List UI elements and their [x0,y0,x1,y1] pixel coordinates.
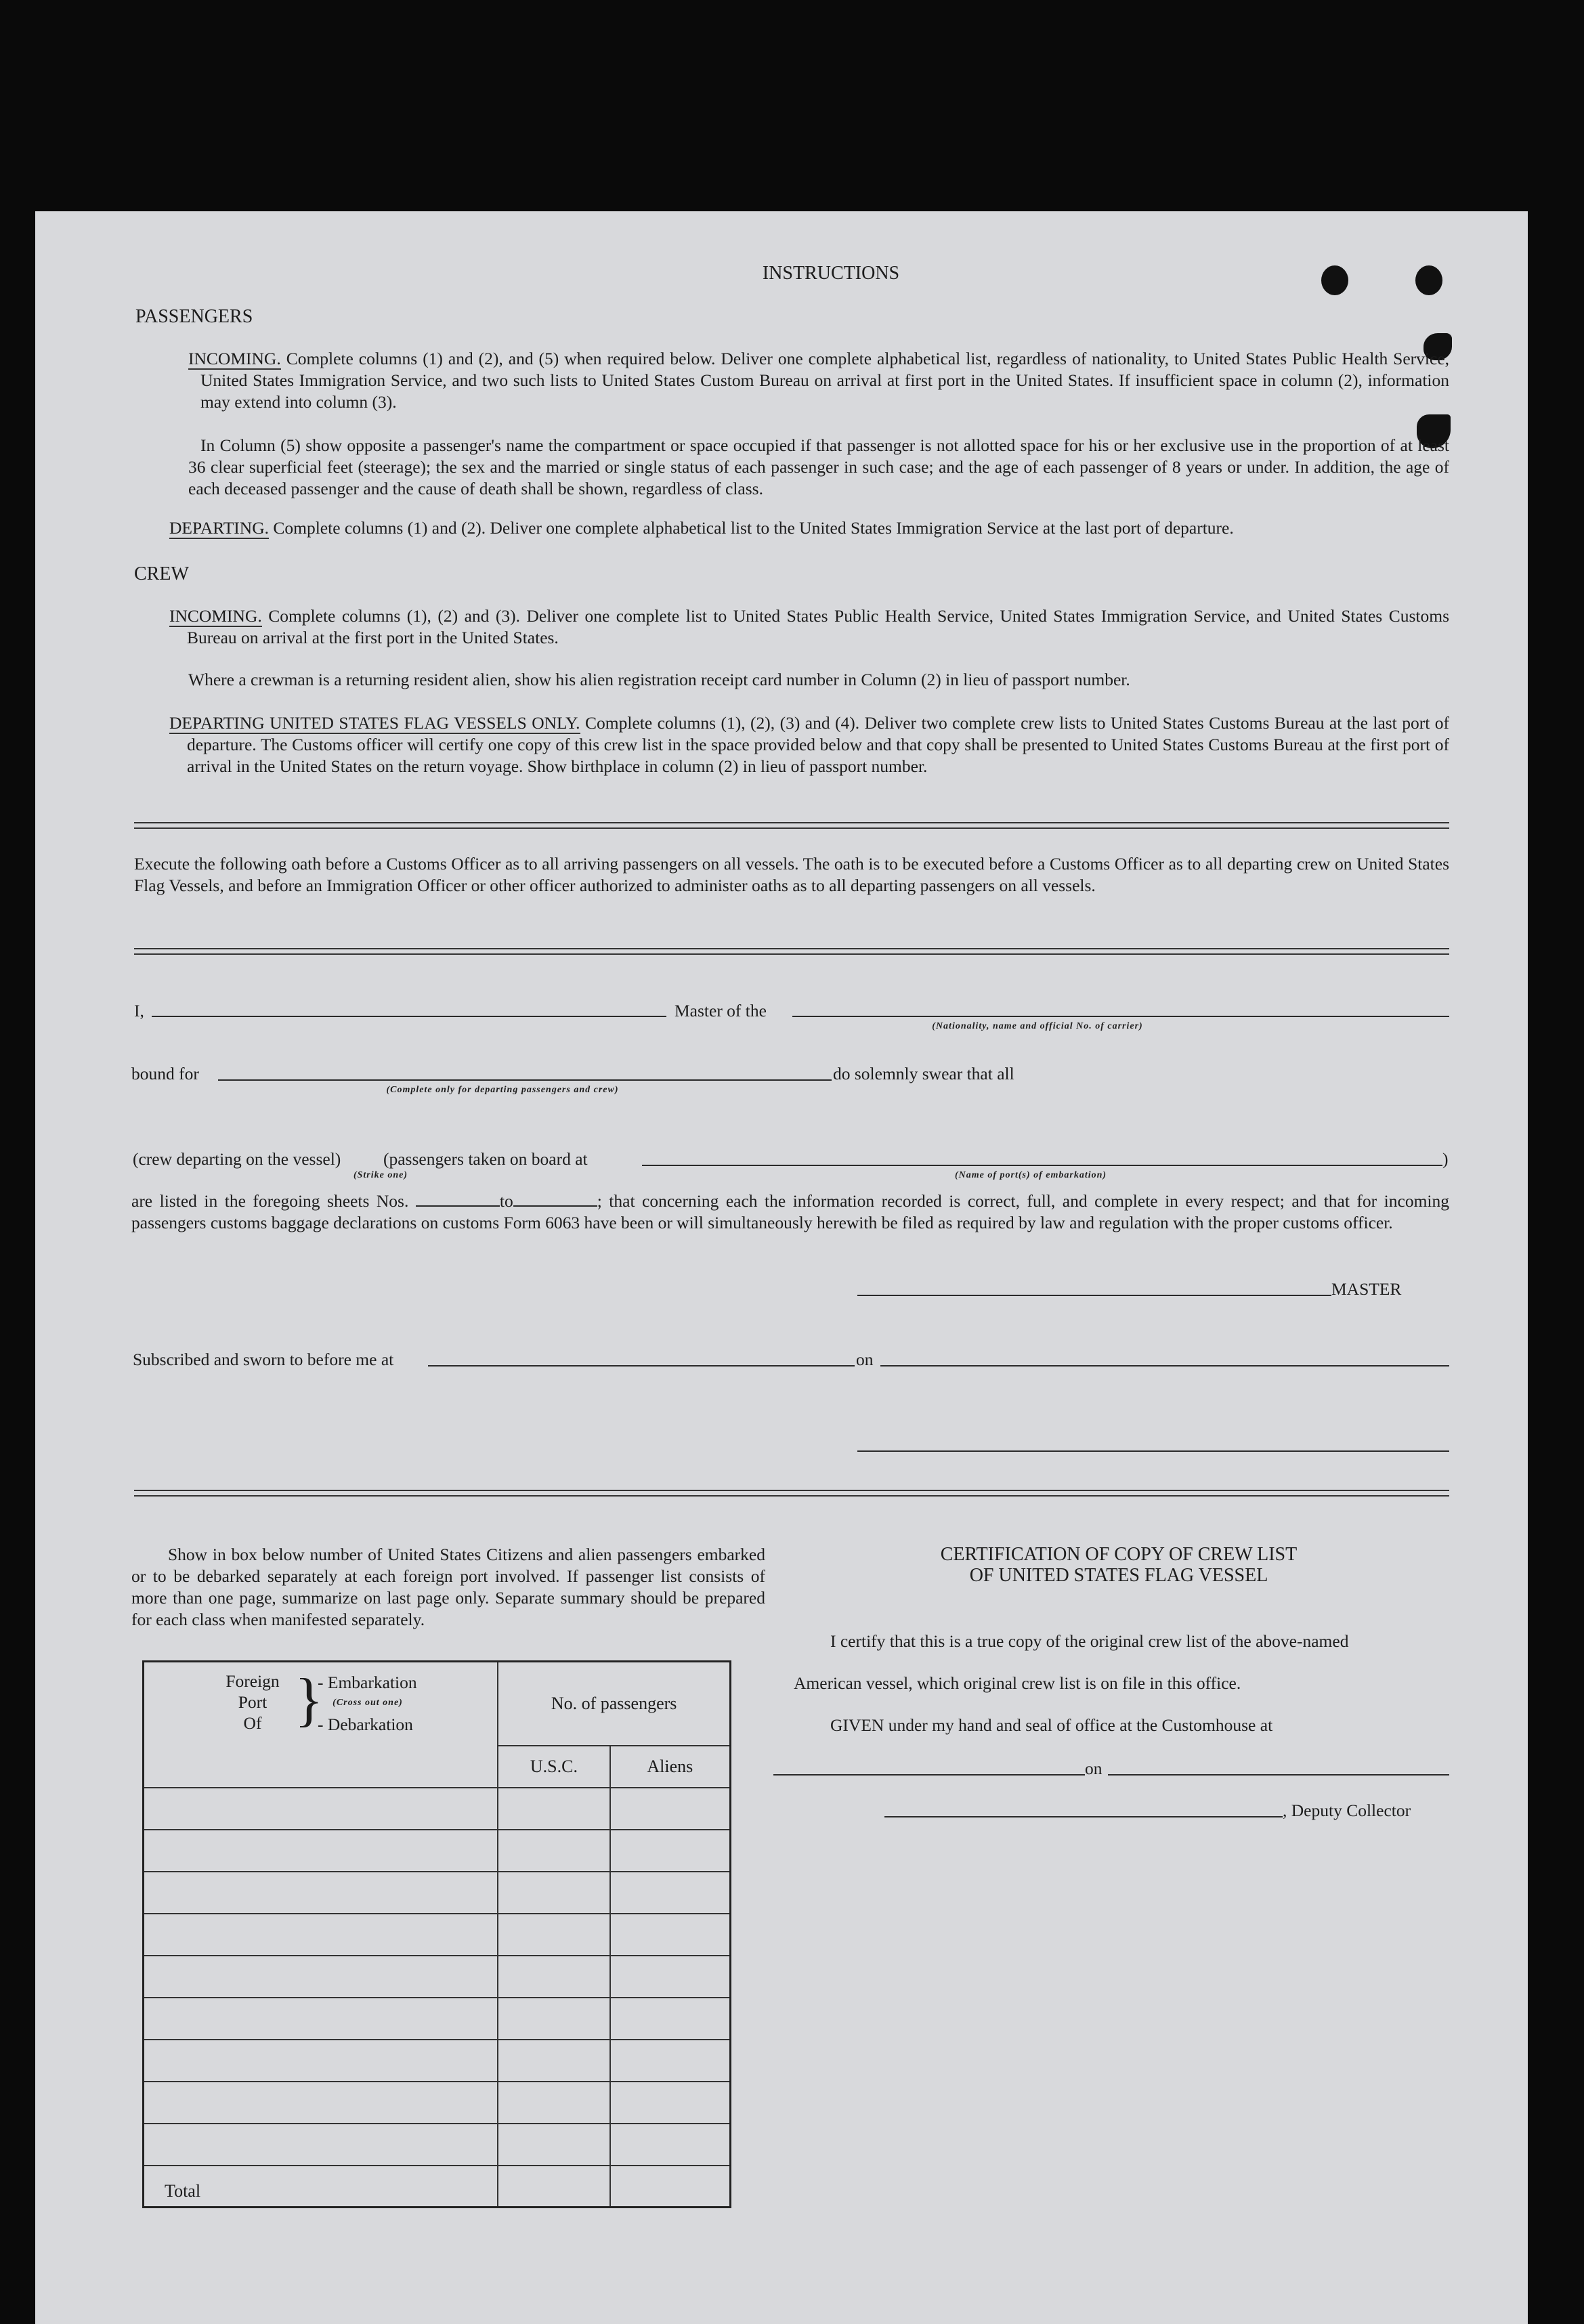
form-page [35,211,1528,2324]
sheet-from-field[interactable] [416,1205,500,1207]
sworn-on-label: on [856,1350,874,1369]
close-paren: ) [1442,1149,1449,1169]
aliens-cell[interactable] [610,2082,731,2124]
deputy-collector-label: , Deputy Collector [1283,1801,1411,1820]
crew-departing-text: Complete columns (1), (2), (3) and (4). Deliver two complete crew lists to United States Customs Bureau at the last port of departure. The Customs officer will certify one copy of this crew list in the space provided below and that copy shall be presented to United States Customs Bureau at the first port of arrival in the United States on the return voyage. Show birthplace in column (2) in lieu of passport number. [187,713,1449,776]
divider-2 [134,948,1449,955]
aliens-cell[interactable] [610,2040,731,2082]
aliens-cell[interactable] [610,1998,731,2040]
certification-title-line2: OF UNITED STATES FLAG VESSEL [969,1565,1268,1586]
usc-cell[interactable] [498,2040,609,2082]
officer-signature-field[interactable] [857,1450,1449,1452]
deputy-signature-field[interactable] [884,1816,1283,1817]
summary-instructions: Show in box below number of United States Citizens and alien passengers embarked or to be debarked separately at each foreign port involved. If passenger list consists of more than one page, summarize on last page only. Separate summary should be prepared for each class when manifested separately. [131,1545,765,1629]
oath-instructions: Execute the following oath before a Customs Officer as to all arriving passengers on all vessels. The oath is to be executed before a Customs Officer as to all departing crew on United States Flag Vessels, and before an Immigration Officer or other officer authorized to administer oaths as to all departing passengers on all vessels. [134,854,1449,895]
resident-alien-paragraph: Where a crewman is a returning resident alien, show his alien registration receipt card number in Column (2) in lieu of passport number. [188,670,1130,689]
port-cell[interactable] [144,1872,498,1914]
certification-title [780,1544,1457,1586]
port-label: Port [238,1692,267,1712]
crew-incoming-label: INCOMING. [169,606,262,626]
port-cell[interactable] [144,1956,498,1998]
crew-departing-label: DEPARTING UNITED STATES FLAG VESSELS ONLY. [169,713,580,733]
brace: } [295,1667,324,1733]
crew-incoming-text: Complete columns (1), (2) and (3). Deliver one complete list to United States Public Health Service, United States Immigration Service, and United States Customs Bureau on arrival at the first port in the United States. [187,606,1450,647]
punch-hole-left [1321,265,1348,295]
aliens-cell[interactable] [610,1872,731,1914]
passengers-departing-paragraph [169,517,1449,539]
master-signature-field[interactable] [857,1295,1331,1296]
ports-hint: (Name of port(s) of embarkation) [954,1170,1107,1180]
page-title: INSTRUCTIONS [762,263,900,284]
usc-cell[interactable] [498,1788,609,1830]
port-cell[interactable] [144,2040,498,2082]
certification-date-field[interactable] [1108,1774,1449,1776]
passengers-departing-label: DEPARTING. [169,518,269,538]
master-label: MASTER [1331,1279,1402,1299]
subscribed-label: Subscribed and sworn to before me at [133,1350,394,1369]
carrier-field[interactable] [792,1016,1449,1017]
embarkation-ports-field[interactable] [642,1165,1442,1166]
customhouse-field[interactable] [773,1774,1085,1776]
usc-cell[interactable] [498,1998,609,2040]
crew-departing-option: (crew departing on the vessel) [133,1149,341,1169]
aliens-total-cell[interactable] [610,2166,731,2208]
aliens-cell[interactable] [610,1956,731,1998]
port-cell[interactable] [144,1914,498,1956]
embarkation-label: - Embarkation [318,1673,417,1692]
passengers-incoming-text: Complete columns (1) and (2), and (5) when required below. Deliver one complete alphabetical list, regardless of nationality, to United States Public Health Service, United States Immigration Service, and two such lists to United States Custom Bureau on arrival at first port in the United States. If insufficient space in column (2), information may extend into column (3). [200,349,1450,412]
vessel-line: American vessel, which original crew list is on file in this office. [794,1673,1241,1693]
bound-for-field[interactable] [218,1079,832,1081]
strike-one-hint: (Strike one) [353,1170,408,1180]
usc-total-cell[interactable] [498,2166,609,2208]
cross-out-hint: (Cross out one) [333,1698,403,1708]
passengers-incoming-paragraph [188,348,1449,413]
foreign-label: Foreign [226,1671,280,1691]
column5-paragraph: In Column (5) show opposite a passenger's name the compartment or space occupied if that passenger is not allotted space for his or her exclusive use in the proportion of at least 36 clear superficial feet (steerage); the sex and the married or single status of each passenger in such case; and the age of each passenger of 8 years or under. In addition, the age of each deceased passenger and the cause of death shall be shown, regardless of class. [188,435,1449,498]
usc-cell[interactable] [498,2124,609,2166]
aliens-header: Aliens [610,1746,731,1788]
total-label: Total [144,2166,498,2208]
passengers-heading: PASSENGERS [135,306,253,327]
port-header-labels [212,1671,293,1734]
port-cell[interactable] [144,1998,498,2040]
aliens-cell[interactable] [610,1830,731,1872]
certification-title-line1: CERTIFICATION OF COPY OF CREW LIST [940,1544,1298,1565]
oath-i-label: I, [134,1001,144,1020]
port-cell[interactable] [144,2082,498,2124]
swear-label: do solemnly swear that all [833,1064,1014,1083]
master-of-label: Master of the [675,1001,767,1020]
passengers-taken-option: (passengers taken on board at [383,1149,588,1169]
crew-departing-paragraph [169,712,1449,777]
usc-cell[interactable] [498,1914,609,1956]
passengers-incoming-label: INCOMING. [188,349,281,368]
aliens-cell[interactable] [610,1914,731,1956]
master-name-field[interactable] [152,1016,666,1017]
debarkation-label: - Debarkation [318,1715,413,1734]
listed-prefix: are listed in the foregoing sheets Nos. [131,1191,409,1211]
given-line: GIVEN under my hand and seal of office at the Customhouse at [830,1715,1273,1735]
listed-paragraph [131,1190,1449,1234]
usc-cell[interactable] [498,1872,609,1914]
aliens-cell[interactable] [610,2124,731,2166]
passenger-summary-table [142,1660,731,2208]
usc-cell[interactable] [498,2082,609,2124]
punch-hole-right [1415,265,1442,295]
of-label: Of [243,1713,262,1733]
port-cell[interactable] [144,1830,498,1872]
sheet-to-field[interactable] [513,1205,597,1207]
passengers-departing-text: Complete columns (1) and (2). Deliver one complete alphabetical list to the United States Immigration Service at the last port of departure. [273,518,1234,538]
usc-cell[interactable] [498,1830,609,1872]
divider-1 [134,822,1449,829]
aliens-cell[interactable] [610,1788,731,1830]
listed-rest: ; that concerning each the information recorded is correct, full, and complete in every respect; and that for incoming passengers customs baggage declarations on customs Form 6063 have been or will simultaneously herewith be filed as required by law and regulation with the proper customs officer. [131,1191,1450,1232]
port-header-cell [144,1662,498,1788]
usc-header: U.S.C. [498,1746,609,1788]
sworn-location-field[interactable] [428,1365,855,1367]
certification-on-label: on [1085,1759,1103,1778]
certify-line: I certify that this is a true copy of the original crew list of the above-named [830,1631,1349,1651]
no-passengers-header: No. of passengers [498,1662,730,1746]
divider-3 [134,1490,1449,1497]
to-label: to [499,1191,513,1211]
port-cell[interactable] [144,1788,498,1830]
usc-cell[interactable] [498,1956,609,1998]
nationality-hint: (Nationality, name and official No. of carrier) [932,1021,1143,1031]
bound-for-label: bound for [131,1064,199,1083]
crew-heading: CREW [134,563,189,584]
crew-incoming-paragraph [169,605,1449,649]
departing-only-hint: (Complete only for departing passengers and crew) [386,1085,619,1095]
sworn-date-field[interactable] [880,1365,1449,1367]
port-cell[interactable] [144,2124,498,2166]
